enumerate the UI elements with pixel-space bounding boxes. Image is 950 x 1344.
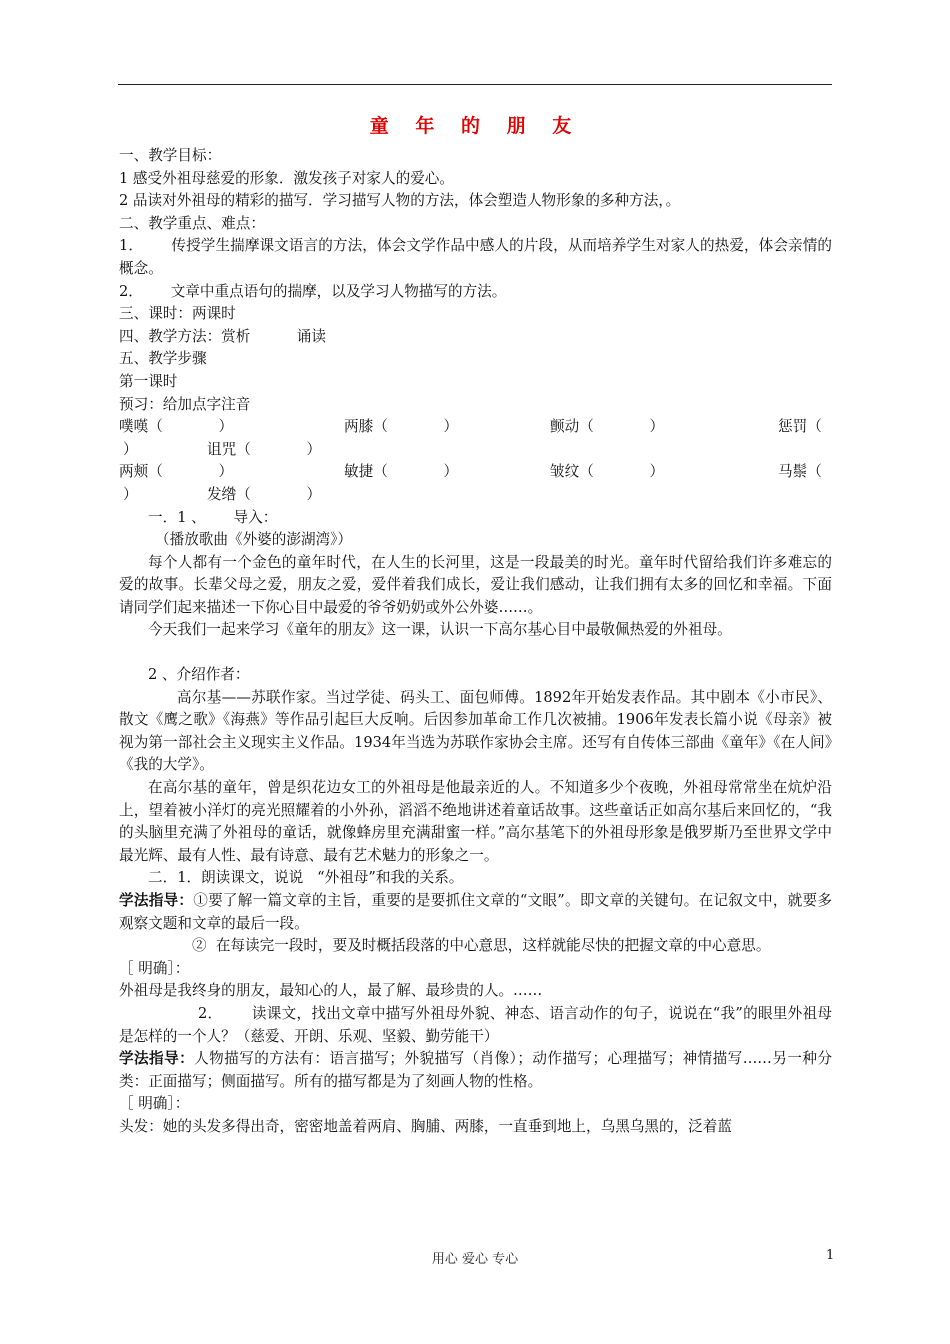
text-line: 第一课时 <box>119 372 178 390</box>
text-line: （播放歌曲《外婆的澎湖湾》） <box>155 531 353 549</box>
text-line: 一、教学目标： <box>119 147 222 164</box>
text-line: 四、教学方法：赏析 诵读 <box>119 327 326 345</box>
text-line: 三、课时：两课时 <box>119 305 236 323</box>
pinyin-row <box>119 461 832 484</box>
section-heading: 一．1 、 导入： <box>148 508 278 526</box>
pinyin-item: ） <box>123 485 138 503</box>
pinyin-item: 发绺（ ） <box>207 485 322 503</box>
footer-text: 用心 爱心 专心 <box>431 1252 519 1267</box>
method-label: 学法指导： <box>119 892 194 909</box>
text-line: 1 感受外祖母慈爱的形象．激发孩子对家人的爱心。 <box>119 169 454 187</box>
pinyin-item: 皱纹（ ） <box>550 463 665 481</box>
text-line: ［ 明确］： <box>119 1095 190 1113</box>
paragraph <box>119 1048 832 1093</box>
text-line: 五、教学步骤 <box>119 350 207 368</box>
pinyin-item: 马鬃（ <box>778 463 822 481</box>
text-line: 2． 文章中重点语句的揣摩，以及学习人物描写的方法。 <box>119 282 507 300</box>
paragraph: 在高尔基的童年，曾是织花边女工的外祖母是他最亲近的人。不知道多少个夜晚，外祖母常常坐在炕炉沿上，望着被小洋灯的亮光照耀着的小外孙，滔滔不绝地讲述着童话故事。这些童话正如高尔基后来回忆的，“我的头脑里充满了外祖母的童话，就像蜂房里充满甜蜜一样。”高尔基笔下的外祖母形象是俄罗斯乃至世界文学中最光辉、最有人性、最有诗意、最有艺术魅力的形象之一。 <box>119 779 832 864</box>
text-line: 头发：她的头发多得出奇，密密地盖着两肩、胸脯、两膝，一直垂到地上，乌黑乌黑的，泛着蓝 <box>119 1117 732 1135</box>
text-line: 预习：给加点字注音 <box>119 395 251 413</box>
paragraph: 今天我们一起来学习《童年的朋友》这一课，认识一下高尔基心目中最敬佩热爱的外祖母。 <box>148 621 732 639</box>
document-body <box>119 112 832 1139</box>
pinyin-item: 惩罚（ <box>778 418 822 436</box>
section-heading: 2 、介绍作者： <box>148 666 250 684</box>
pinyin-item: 诅咒（ ） <box>207 440 322 458</box>
pinyin-row <box>119 439 832 462</box>
section-heading: 二．1．朗读课文，说说 “外祖母”和我的关系。 <box>148 869 464 887</box>
text-line: 二、教学重点、难点： <box>119 214 265 232</box>
header-rule <box>118 84 832 85</box>
text-line: ［ 明确］： <box>119 959 190 977</box>
pinyin-item: 敏捷（ ） <box>344 463 459 481</box>
text-line: 1． 传授学生揣摩课文语言的方法，体会文学作品中感人的片段，从而培养学生对家人的热爱，体会亲情的概念。 <box>119 237 832 277</box>
pinyin-item: ） <box>123 440 138 458</box>
pinyin-item: 两膝（ ） <box>344 418 459 436</box>
blank-line <box>119 642 832 664</box>
paragraph: 2． 读课文，找出文章中描写外祖母外貌、神态、语言动作的句子，说说在“我”的眼里外祖母是怎样的一个人？（慈爱、开朗、乐观、坚毅、勤劳能干） <box>119 1004 832 1045</box>
method-label: 学法指导： <box>119 1050 195 1068</box>
pinyin-item: 噗嘆（ ） <box>119 418 234 436</box>
text-line: 外祖母是我终身的朋友，最知心的人，最了解、最珍贵的人。…… <box>119 982 543 1000</box>
method-text: ①要了解一篇文章的主旨，重要的是要抓住文章的“文眼”。即文章的关键句。在记叙文中，就要多观察文题和文章的最后一段。 <box>119 892 832 932</box>
paragraph: 每个人都有一个金色的童年时代，在人生的长河里，这是一段最美的时光。童年时代留给我们许多难忘的爱的故事。长辈父母之爱，朋友之爱，爱伴着我们成长，爱让我们感动，让我们拥有太多的回忆和幸福。下面请同学们起来描述一下你心目中最爱的爷爷奶奶或外公外婆……。 <box>119 553 832 616</box>
pinyin-row <box>119 416 832 439</box>
pinyin-item: 颤动（ ） <box>550 418 665 436</box>
page-number: 1 <box>826 1248 835 1263</box>
paragraph <box>119 890 832 935</box>
paragraph: 高尔基——苏联作家。当过学徒、码头工、面包师傅。1892年开始发表作品。其中剧本《小市民》、散文《鹰之歌》《海燕》等作品引起巨大反响。后因参加革命工作几次被捕。1906年发表长篇小说《母亲》被视为第一部社会主义现实主义作品。1934年当选为苏联作家协会主席。还写有自传体三部曲《童年》《在人间》《我的大学》。 <box>119 688 832 774</box>
method-text: 人物描写的方法有：语言描写；外貌描写（肖像）；动作描写；心理描写；神情描写……另一种分类：正面描写；侧面描写。所有的描写都是为了刻画人物的性格。 <box>119 1050 832 1090</box>
text-line: 2 品读对外祖母的精彩的描写．学习描写人物的方法，体会塑造人物形象的多种方法，。 <box>119 192 681 210</box>
pinyin-item: 两颊（ ） <box>119 463 234 481</box>
paragraph: ② 在每读完一段时，要及时概括段落的中心意思，这样就能尽快的把握文章的中心意思。 <box>192 937 771 955</box>
page-title: 童 年 的 朋 友 <box>369 115 582 137</box>
pinyin-row <box>119 484 832 507</box>
